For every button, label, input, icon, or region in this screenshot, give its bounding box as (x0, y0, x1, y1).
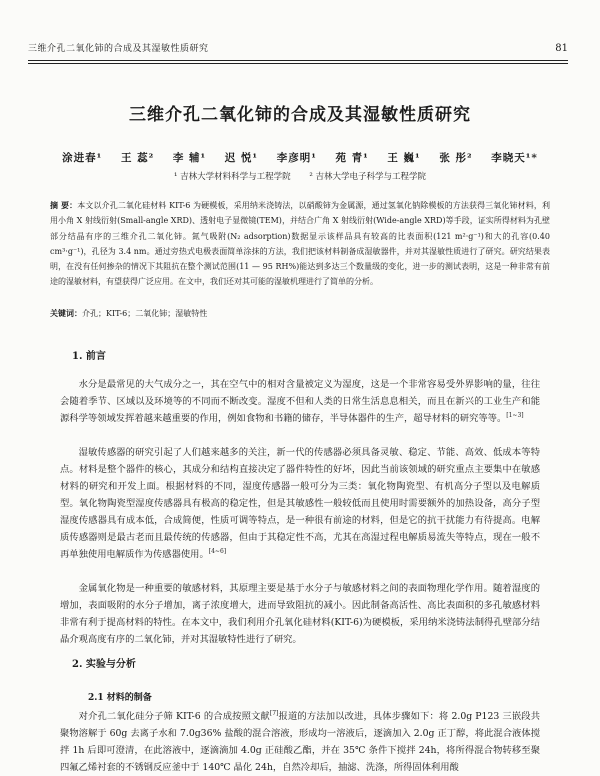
author: 李晓天¹* (491, 152, 538, 164)
keywords-text: 介孔；KIT-6；二氧化铈；湿敏特性 (82, 309, 208, 318)
author: 张 彤² (439, 152, 473, 164)
running-header (28, 40, 568, 58)
abstract-text: 本文以介孔二氧化硅材料 KIT-6 为硬模板，采用纳米浇铸法，以硝酸铈为金属源，通过氢氧化钠除模板的方法获得三氧化铈材料，利用小角 X 射线衍射(Small-angle XRD)、透射电子显微镜(TEM)，并结合广角 X 射线衍射(Wide-angle XRD)等手段，证实所得材料为孔壁部分结晶有序的三维介孔二氧化铈。氮气吸附(N₂ adsorption)数据显示该样品具有较高的比表面积(121 m²·g⁻¹)和大的孔容(0.40 cm³·g⁻¹)，孔径为 3.4 nm。通过旁热式电极表面简单涂抹的方法，我们把该材料制备成湿敏器件，并对其湿敏性质进行了研究。研究结果表明，在没有任何掺杂的情况下其阻抗在整个测试范围(11 — 95 RH%)能达到多达三个数量级的变化，进一步的测试表明，这是一种非常有前途的湿敏材料，有望获得广泛应用。在文中，我们还对其可能的湿敏机理进行了简单的分析。 (50, 201, 550, 287)
citation: [4~6] (208, 547, 227, 555)
section-heading-experiment: 2. 实验与分析 (72, 659, 136, 670)
author-list (0, 150, 600, 165)
running-title: 三维介孔二氧化铈的合成及其湿敏性质研究 (28, 44, 209, 54)
page-number: 81 (555, 43, 568, 54)
citation: [7] (269, 709, 279, 717)
intro-paragraph-2: 湿敏传感器的研究引起了人们越来越多的关注，新一代的传感器必须具备灵敏、稳定、节能、高效、低成本等特点。材料是整个器件的核心，其成分和结构直接决定了器件特性的好坏，因此当前该领域的研究重点主要集中在敏感材料的研究和开发上面。根据材料的不同，湿度传感器一般可分为三类：氧化物陶瓷型、有机高分子型以及电解质型。氧化物陶瓷型湿度传感器具有极高的稳定性，但是其敏感性一般较低而且使用时需要额外的加热设备，高分子型湿度传感器具有成本低，合成简便，性质可调等特点，是一种很有前途的材料，但是它的抗干扰能力有待提高。电解质传感器则是最古老而且最传统的传感器，但由于其稳定性不高，尤其在高湿过程电解质易流失等特点，现在一般不再单独使用电解质作为传感器使用。[4~6] (60, 447, 540, 560)
author: 迟 悦¹ (224, 152, 259, 164)
section-heading-intro: 1. 前言 (72, 351, 106, 362)
article-title: 三维介孔二氧化铈的合成及其湿敏性质研究 (129, 105, 471, 125)
experiment-paragraph-1: 对介孔二氧化硅分子筛 KIT-6 的合成按照文献[7]报道的方法加以改进，具体步骤如下：将 2.0g P123 三嵌段共聚物溶解于 60g 去离子水和 7.0g36% 盐酸的混合溶液，形成均一溶液后，逐滴加入 2.0g 正丁醇，将此混合液体搅拌 1h 后即可澄清，在此溶液中，逐滴滴加 4.0g 正硅酸乙酯，并在 35℃ 条件下搅拌 24h，将所得混合物转移至聚四氟乙烯衬套的不锈钢反应釜中于 140℃ 晶化 24h，自然冷却后，抽滤、洗涤，所得固体利用酸 (60, 709, 540, 773)
header-rule-thin (28, 63, 568, 64)
affiliation: ¹ 吉林大学材料科学与工程学院 (174, 172, 291, 182)
keywords-label: 关键词： (50, 308, 82, 318)
author: 苑 青¹ (335, 152, 369, 164)
affiliations (0, 170, 600, 182)
author: 李彦明¹ (276, 152, 317, 164)
author: 涂进春¹ (62, 152, 103, 164)
header-rule (28, 60, 568, 61)
author: 王 巍¹ (387, 152, 421, 164)
keywords (50, 306, 550, 321)
affiliation: ² 吉林大学电子科学与工程学院 (309, 172, 426, 182)
intro-paragraph-1: 水分是最常见的大气成分之一，其在空气中的相对含量被定义为湿度，这是一个非常容易受外界影响的量，往往会随着季节、区域以及环境等的不同而不断改变。湿度不但和人类的日常生活息息相关，而且在新兴的工业生产和能源科学等领域发挥着越来越重要的作用，例如食物和书籍的储存，半导体器件的生产，超导材料的研究等等。[1~3] (60, 379, 540, 424)
author: 王 蕊² (120, 152, 155, 164)
intro-paragraph-3: 金属氧化物是一种重要的敏感材料，其原理主要是基于水分子与敏感材料之间的表面物理化学作用。随着湿度的增加，表面吸附的水分子增加，离子浓度增大，进而导致阻抗的减小。因此制备高活性、高比表面积的多孔敏感材料非常有利于提高材料的特性。在本文中，我们利用介孔氧化硅材料(KIT-6)为硬模板，采用纳米浇铸法制得孔壁部分结晶介观高度有序的二氧化铈，并对其湿敏特性进行了研究。 (60, 583, 540, 645)
subsection-heading: 2.1 材料的制备 (88, 693, 152, 703)
citation: [1~3] (506, 411, 524, 419)
abstract (50, 198, 550, 290)
author: 李 辅¹ (172, 152, 207, 164)
abstract-label: 摘 要： (50, 200, 78, 210)
